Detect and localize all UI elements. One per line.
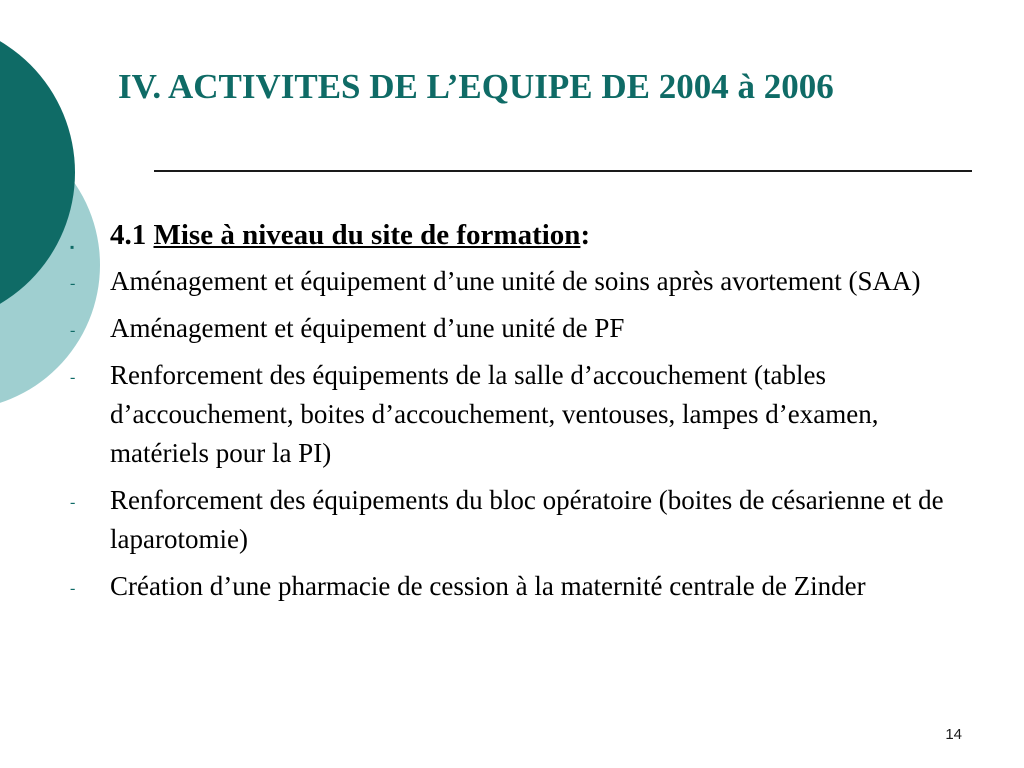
section-heading-text: Mise à niveau du site de formation [153,219,581,251]
section-heading-colon: : [580,219,591,251]
list-item-text: Renforcement des équipements du bloc opératoire (boites de césarienne et de laparotomie) [110,485,944,554]
list-item [64,567,964,606]
list-item [64,481,964,559]
list-item [64,262,964,301]
list-item [64,356,964,473]
slide-content [64,216,964,614]
dash-bullet-icon: - [70,494,76,511]
dash-bullet-icon: - [70,369,76,386]
list-item-text: Création d’une pharmacie de cession à la maternité centrale de Zinder [110,571,866,601]
dash-bullet-icon: - [70,580,76,597]
section-number: 4.1 [110,219,147,251]
dash-bullet-icon: - [70,322,76,339]
title-divider [154,170,972,172]
slide-title: IV. ACTIVITES DE L’EQUIPE DE 2004 à 2006 [118,67,834,106]
page-number: 14 [945,726,962,743]
dash-bullet-icon: - [70,275,76,292]
square-bullet-icon: ▪ [70,240,75,254]
list-item-text: Aménagement et équipement d’une unité de soins après avortement (SAA) [110,266,921,296]
section-heading [64,216,964,254]
list-item [64,309,964,348]
list-item-text: Renforcement des équipements de la salle d’accouchement (tables d’accouchement, boites d’accouchement, ventouses, lampes d’examen, matériels pour la PI) [110,360,879,468]
list-item-text: Aménagement et équipement d’une unité de PF [110,313,625,343]
